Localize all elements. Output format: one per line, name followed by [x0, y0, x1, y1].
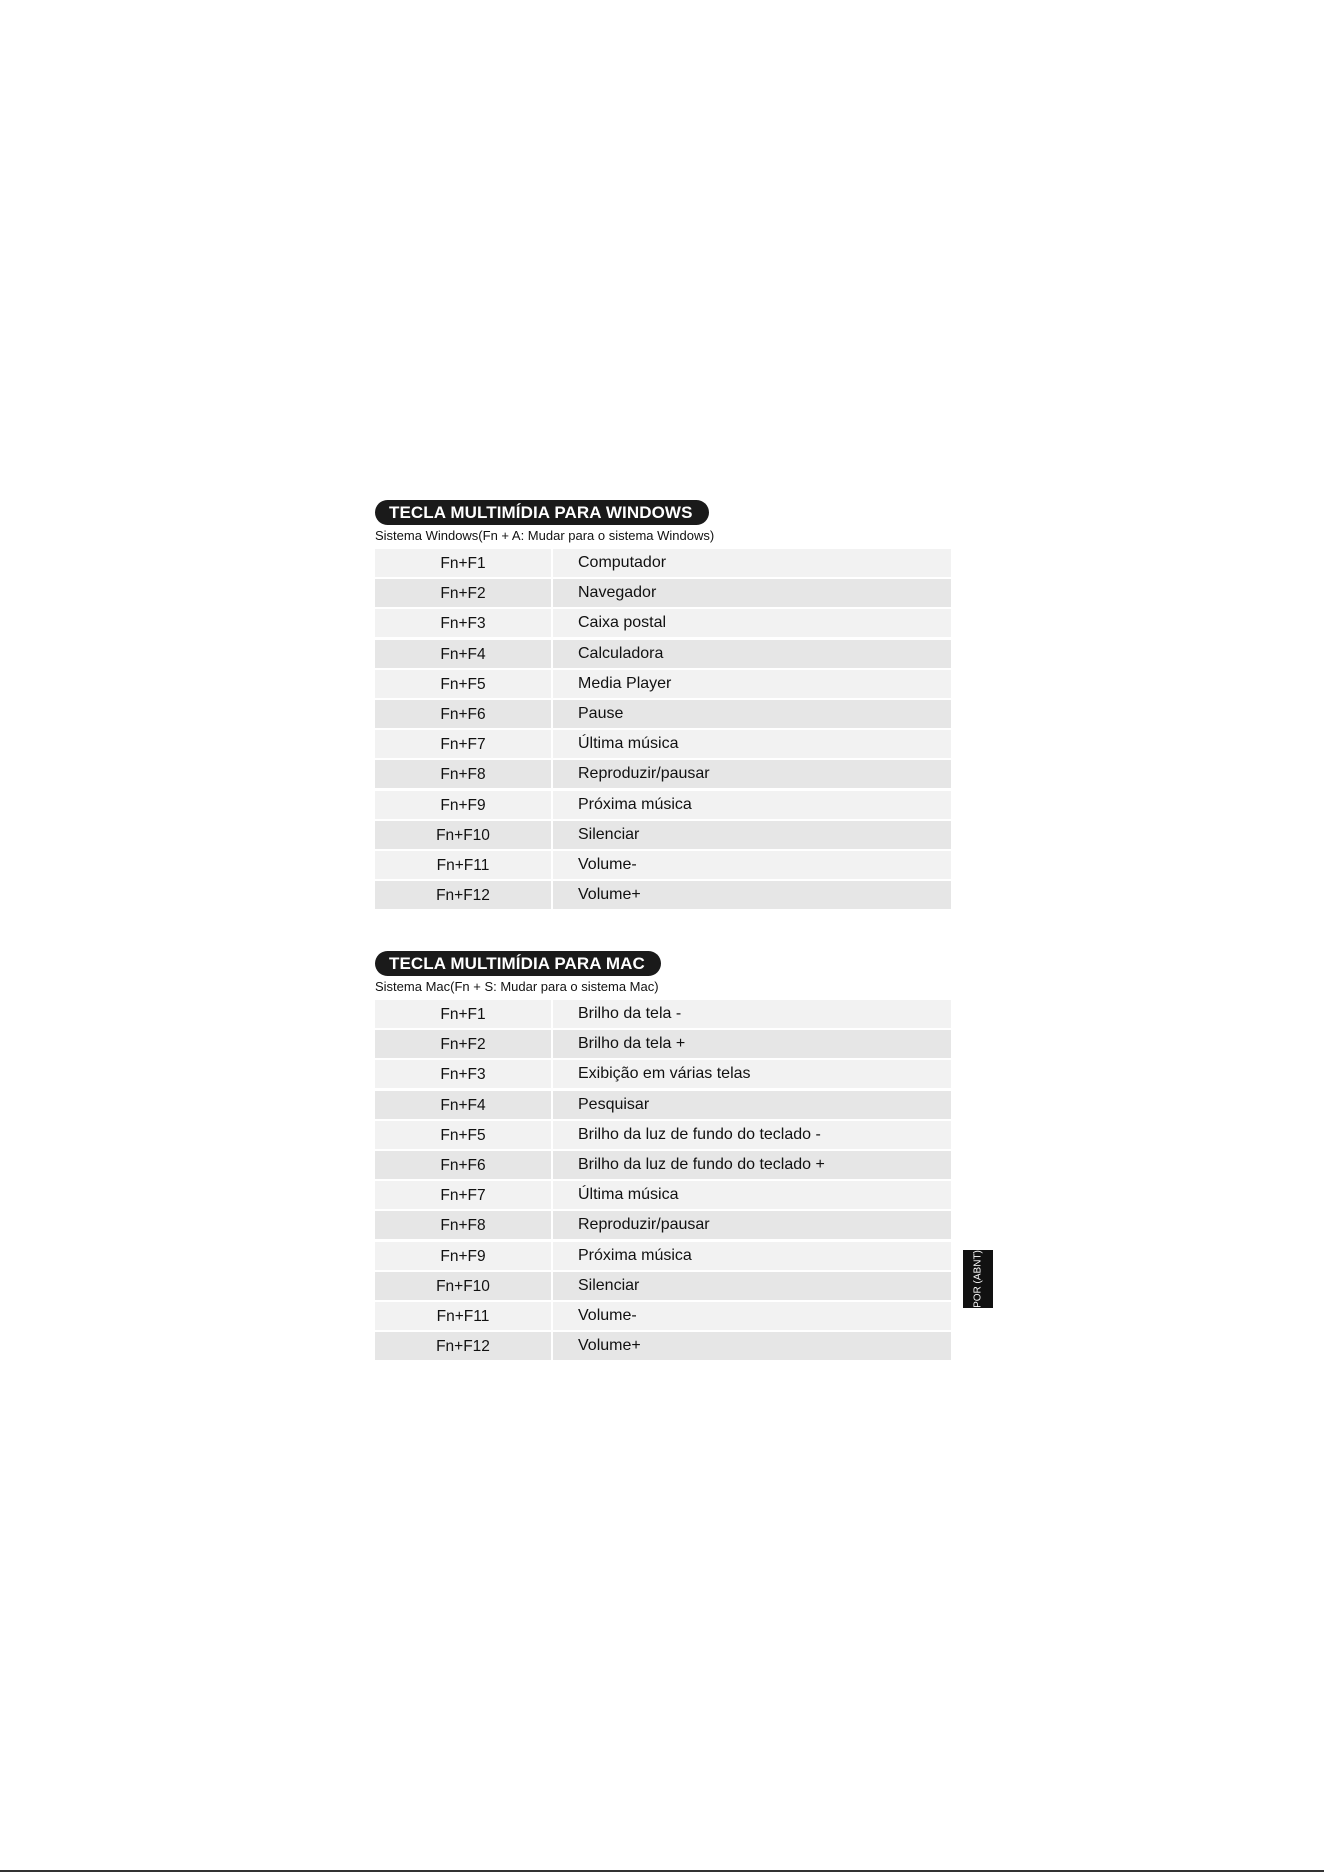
key-cell: Fn+F2	[375, 579, 551, 607]
key-cell: Fn+F12	[375, 881, 551, 909]
table-row	[375, 549, 951, 577]
function-cell: Brilho da luz de fundo do teclado -	[553, 1121, 951, 1149]
function-cell: Silenciar	[553, 1272, 951, 1300]
table-row	[375, 1151, 951, 1179]
table-row	[375, 730, 951, 758]
table-row	[375, 700, 951, 728]
table-row	[375, 881, 951, 909]
function-cell: Volume-	[553, 851, 951, 879]
function-cell: Reproduzir/pausar	[553, 1211, 951, 1239]
key-cell: Fn+F2	[375, 1030, 551, 1058]
key-cell: Fn+F11	[375, 851, 551, 879]
key-cell: Fn+F6	[375, 700, 551, 728]
function-cell: Caixa postal	[553, 609, 951, 637]
key-cell: Fn+F4	[375, 1091, 551, 1119]
key-cell: Fn+F12	[375, 1332, 551, 1360]
key-cell: Fn+F1	[375, 1000, 551, 1028]
table-row	[375, 821, 951, 849]
function-cell: Volume+	[553, 881, 951, 909]
function-cell: Última música	[553, 1181, 951, 1209]
function-cell: Próxima música	[553, 791, 951, 819]
key-cell: Fn+F7	[375, 1181, 551, 1209]
windows-section-title: TECLA MULTIMÍDIA PARA WINDOWS	[375, 500, 709, 525]
table-row	[375, 1030, 951, 1058]
key-cell: Fn+F5	[375, 670, 551, 698]
table-row	[375, 1000, 951, 1028]
key-cell: Fn+F7	[375, 730, 551, 758]
key-cell: Fn+F10	[375, 821, 551, 849]
table-row	[375, 1121, 951, 1149]
table-row	[375, 1272, 951, 1300]
table-row	[375, 609, 951, 637]
language-side-tab	[963, 1250, 993, 1308]
function-cell: Próxima música	[553, 1242, 951, 1270]
function-cell: Navegador	[553, 579, 951, 607]
function-cell: Brilho da luz de fundo do teclado +	[553, 1151, 951, 1179]
function-cell: Volume-	[553, 1302, 951, 1330]
table-row	[375, 1060, 951, 1088]
table-row	[375, 1091, 951, 1119]
windows-section-subtitle: Sistema Windows(Fn + A: Mudar para o sistema Windows)	[375, 528, 715, 543]
key-cell: Fn+F6	[375, 1151, 551, 1179]
key-cell: Fn+F3	[375, 1060, 551, 1088]
key-cell: Fn+F4	[375, 640, 551, 668]
table-row	[375, 1242, 951, 1270]
function-cell: Pause	[553, 700, 951, 728]
table-row	[375, 1302, 951, 1330]
function-cell: Brilho da tela -	[553, 1000, 951, 1028]
key-cell: Fn+F11	[375, 1302, 551, 1330]
language-tab-label: POR (ABNT)	[972, 1250, 984, 1308]
mac-section-title: TECLA MULTIMÍDIA PARA MAC	[375, 951, 661, 976]
mac-multimedia-section	[375, 951, 951, 1362]
function-cell: Volume+	[553, 1332, 951, 1360]
table-row	[375, 1332, 951, 1360]
mac-key-table	[375, 1000, 951, 1362]
key-cell: Fn+F5	[375, 1121, 551, 1149]
key-cell: Fn+F9	[375, 791, 551, 819]
function-cell: Silenciar	[553, 821, 951, 849]
windows-key-table	[375, 549, 951, 911]
table-row	[375, 1181, 951, 1209]
table-row	[375, 640, 951, 668]
function-cell: Media Player	[553, 670, 951, 698]
function-cell: Brilho da tela +	[553, 1030, 951, 1058]
table-row	[375, 851, 951, 879]
table-row	[375, 791, 951, 819]
key-cell: Fn+F3	[375, 609, 551, 637]
key-cell: Fn+F8	[375, 760, 551, 788]
key-cell: Fn+F10	[375, 1272, 551, 1300]
function-cell: Pesquisar	[553, 1091, 951, 1119]
function-cell: Computador	[553, 549, 951, 577]
function-cell: Calculadora	[553, 640, 951, 668]
table-row	[375, 579, 951, 607]
table-row	[375, 1211, 951, 1239]
function-cell: Última música	[553, 730, 951, 758]
function-cell: Reproduzir/pausar	[553, 760, 951, 788]
key-cell: Fn+F1	[375, 549, 551, 577]
key-cell: Fn+F8	[375, 1211, 551, 1239]
windows-multimedia-section	[375, 500, 951, 911]
table-row	[375, 670, 951, 698]
key-cell: Fn+F9	[375, 1242, 551, 1270]
function-cell: Exibição em várias telas	[553, 1060, 951, 1088]
table-row	[375, 760, 951, 788]
mac-section-subtitle: Sistema Mac(Fn + S: Mudar para o sistema Mac)	[375, 979, 659, 994]
